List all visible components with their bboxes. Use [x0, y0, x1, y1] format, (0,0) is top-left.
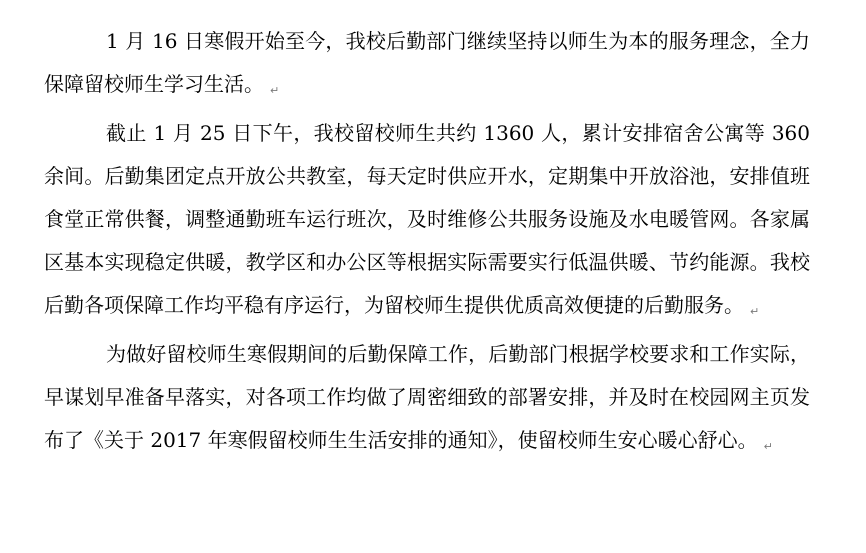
paragraph-mark-icon: ↵	[270, 84, 280, 97]
paragraph-1	[44, 20, 810, 112]
paragraph-3	[44, 333, 810, 468]
paragraph-3-text: 为做好留校师生寒假期间的后勤保障工作，后勤部门根据学校要求和工作实际，早谋划早准备早落实，对各项工作均做了周密细致的部署安排，并及时在校园网主页发布了《关于 2017 年寒假留校师生生活安排的通知》，使留校师生安心暖心舒心。	[44, 342, 810, 452]
document-body[interactable]	[44, 20, 810, 468]
paragraph-2	[44, 112, 810, 333]
paragraph-1-text: 1 月 16 日寒假开始至今，我校后勤部门继续坚持以师生为本的服务理念，全力保障留校师生学习生活。	[44, 29, 810, 96]
paragraph-mark-icon: ↵	[763, 440, 773, 453]
paragraph-mark-icon: ↵	[750, 305, 760, 318]
paragraph-2-text: 截止 1 月 25 日下午，我校留校师生共约 1360 人，累计安排宿舍公寓等 360 余间。后勤集团定点开放公共教室，每天定时供应开水，定期集中开放浴池，安排值班食堂正常供餐，调整通勤班车运行班次，及时维修公共服务设施及水电暖管网。各家属区基本实现稳定供暖，教学区和办公区等根据实际需要实行低温供暖、节约能源。我校后勤各项保障工作均平稳有序运行，为留校师生提供优质高效便捷的后勤服务。	[44, 121, 810, 317]
